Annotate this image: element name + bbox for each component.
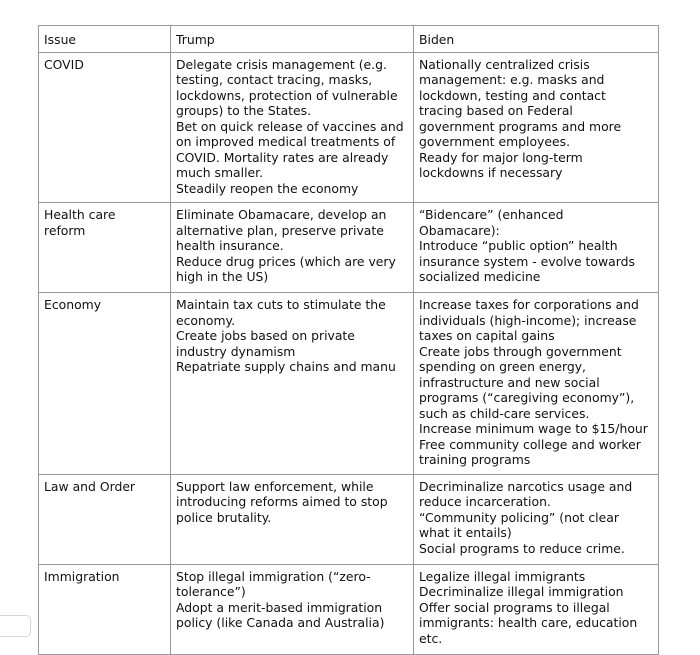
cell-line: policy (like Canada and Australia) bbox=[176, 615, 385, 630]
header-biden: Biden bbox=[414, 26, 659, 53]
table-row-immigration bbox=[39, 564, 659, 654]
issue-text: Health care bbox=[44, 207, 116, 222]
policy-table-container bbox=[38, 25, 658, 655]
table-header-row bbox=[39, 26, 659, 53]
side-panel-handle[interactable] bbox=[0, 615, 31, 637]
cell-line: Obamacare): bbox=[419, 222, 500, 238]
cell-line: Support law enforcement, while bbox=[176, 478, 374, 494]
cell-line: groups) to the States. bbox=[176, 103, 312, 118]
cell-line: Stop illegal immigration (“zero- bbox=[176, 568, 371, 584]
cell-line: insurance system - evolve towards bbox=[419, 253, 635, 269]
biden-cell bbox=[414, 474, 659, 564]
cell-line: what it entails) bbox=[419, 525, 512, 540]
cell-line: management: e.g. masks and bbox=[419, 72, 605, 87]
cell-line: Create jobs through government bbox=[419, 343, 622, 359]
issue-cell bbox=[39, 474, 171, 564]
cell-line: infrastructure and new social bbox=[419, 374, 600, 390]
table-row-health-care bbox=[39, 203, 659, 293]
cell-line: Offer social programs to illegal bbox=[419, 599, 610, 615]
cell-line: training programs bbox=[419, 452, 531, 467]
cell-line: Free community college and worker bbox=[419, 436, 641, 452]
cell-line: individuals (high-income); increase bbox=[419, 312, 637, 328]
trump-cell bbox=[171, 203, 414, 293]
biden-cell bbox=[414, 203, 659, 293]
cell-line: programs (“caregiving economy”), bbox=[419, 390, 635, 405]
policy-comparison-table bbox=[38, 25, 659, 655]
cell-line: immigrants: health care, education bbox=[419, 615, 638, 630]
cell-line: health insurance. bbox=[176, 238, 284, 253]
cell-line: Social programs to reduce crime. bbox=[419, 540, 625, 556]
cell-line: Nationally centralized crisis bbox=[419, 56, 590, 72]
issue-text: reform bbox=[44, 222, 86, 238]
cell-line: high in the US) bbox=[176, 269, 269, 284]
cell-line: tolerance”) bbox=[176, 584, 246, 599]
issue-text: COVID bbox=[44, 56, 84, 72]
cell-line: “Community policing” (not clear bbox=[419, 509, 619, 525]
issue-text: Economy bbox=[44, 297, 102, 312]
cell-line: tracing based on Federal bbox=[419, 103, 573, 118]
trump-cell bbox=[171, 564, 414, 654]
trump-cell bbox=[171, 474, 414, 564]
cell-line: reduce incarceration. bbox=[419, 494, 551, 509]
cell-line: lockdowns, protection of vulnerable bbox=[176, 87, 398, 103]
cell-line: Adopt a merit-based immigration bbox=[176, 599, 383, 615]
cell-line: such as child-care services. bbox=[419, 405, 590, 421]
cell-line: much smaller. bbox=[176, 165, 264, 180]
cell-line: Decriminalize narcotics usage and bbox=[419, 478, 633, 494]
cell-line: Create jobs based on private bbox=[176, 328, 355, 343]
table-row-economy bbox=[39, 293, 659, 475]
issue-text: Law and Order bbox=[44, 478, 136, 494]
cell-line: Reduce drug prices (which are very bbox=[176, 253, 396, 269]
cell-line: etc. bbox=[419, 630, 443, 646]
trump-cell bbox=[171, 52, 414, 203]
issue-text: Immigration bbox=[44, 568, 120, 584]
cell-line: Eliminate Obamacare, develop an bbox=[176, 207, 387, 222]
cell-line: Repatriate supply chains and manu bbox=[176, 359, 396, 374]
cell-line: industry dynamism bbox=[176, 343, 296, 359]
cell-line: Increase minimum wage to $15/hour bbox=[419, 421, 648, 436]
cell-line: Steadily reopen the economy bbox=[176, 180, 359, 196]
biden-cell bbox=[414, 564, 659, 654]
issue-cell bbox=[39, 203, 171, 293]
cell-line: alternative plan, preserve private bbox=[176, 222, 384, 238]
cell-line: Legalize illegal immigrants bbox=[419, 568, 586, 584]
cell-line: socialized medicine bbox=[419, 269, 541, 284]
cell-line: police brutality. bbox=[176, 509, 272, 525]
cell-line: on improved medical treatments of bbox=[176, 134, 396, 149]
cell-line: lockdown, testing and contact bbox=[419, 87, 606, 103]
cell-line: government programs and more bbox=[419, 118, 622, 134]
cell-line: Bet on quick release of vaccines and bbox=[176, 118, 404, 134]
cell-line: Increase taxes for corporations and bbox=[419, 297, 639, 312]
cell-line: testing, contact tracing, masks, bbox=[176, 72, 373, 87]
cell-line: COVID. Mortality rates are already bbox=[176, 149, 389, 165]
cell-line: Decriminalize illegal immigration bbox=[419, 584, 624, 599]
trump-cell bbox=[171, 293, 414, 475]
cell-line: Introduce “public option” health bbox=[419, 238, 618, 253]
cell-line: taxes on capital gains bbox=[419, 328, 555, 343]
issue-cell bbox=[39, 293, 171, 475]
issue-cell bbox=[39, 52, 171, 203]
cell-line: Maintain tax cuts to stimulate the bbox=[176, 297, 386, 312]
table-row-covid bbox=[39, 52, 659, 203]
cell-line: government employees. bbox=[419, 134, 571, 149]
cell-line: Delegate crisis management (e.g. bbox=[176, 56, 387, 72]
header-trump: Trump bbox=[171, 26, 414, 53]
cell-line: Ready for major long-term bbox=[419, 149, 583, 165]
cell-line: spending on green energy, bbox=[419, 359, 586, 374]
table-row-law-and-order bbox=[39, 474, 659, 564]
biden-cell bbox=[414, 293, 659, 475]
biden-cell bbox=[414, 52, 659, 203]
issue-cell bbox=[39, 564, 171, 654]
cell-line: lockdowns if necessary bbox=[419, 165, 563, 180]
cell-line: “Bidencare” (enhanced bbox=[419, 207, 564, 222]
cell-line: introducing reforms aimed to stop bbox=[176, 494, 388, 509]
header-issue: Issue bbox=[39, 26, 171, 53]
cell-line: economy. bbox=[176, 312, 236, 328]
